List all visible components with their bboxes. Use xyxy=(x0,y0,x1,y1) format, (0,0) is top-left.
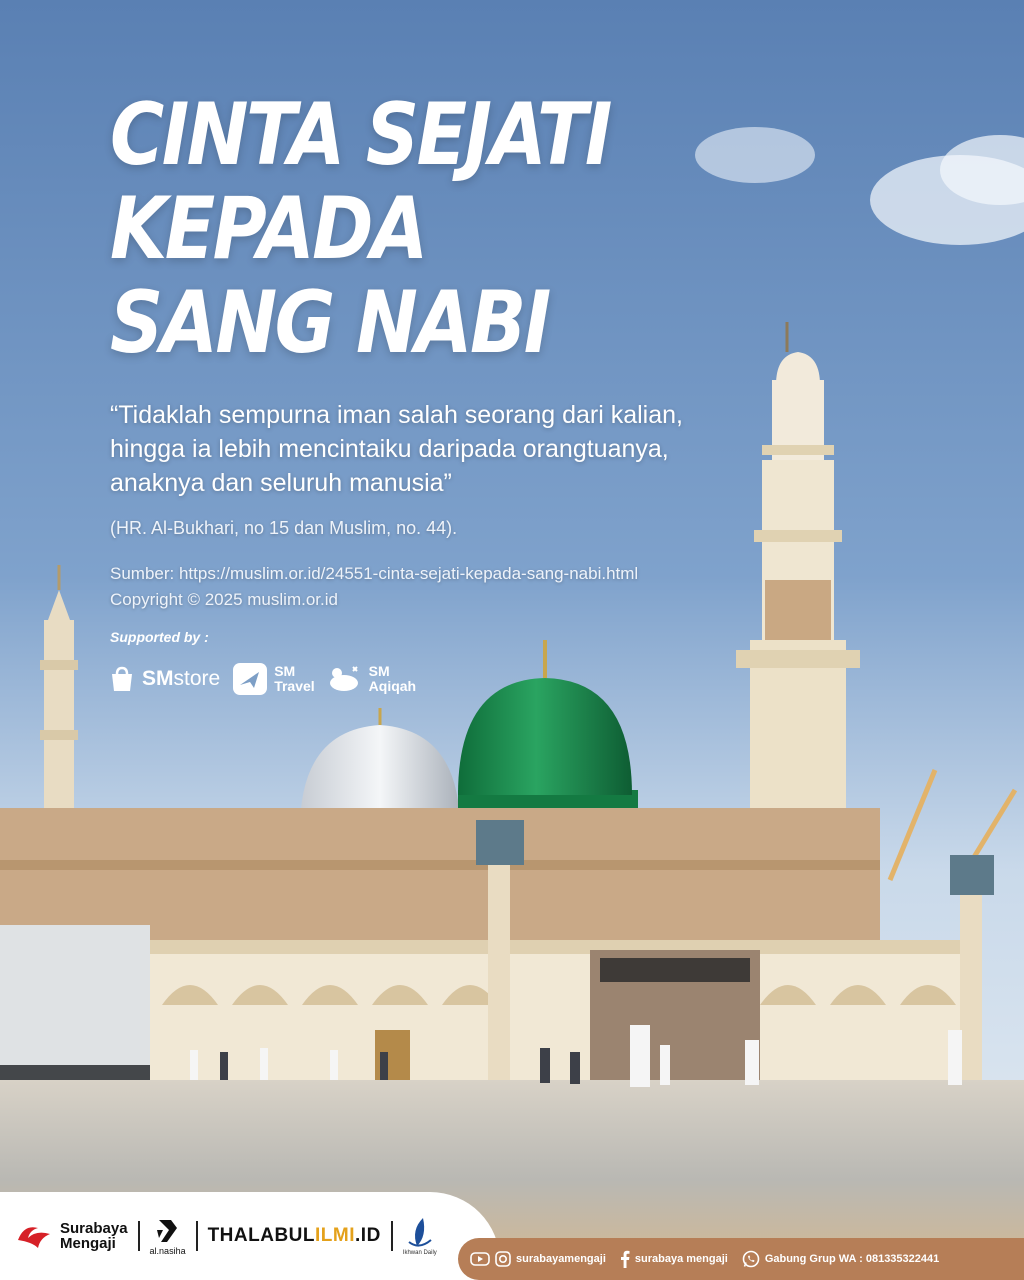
hadith-reference: (HR. Al-Bukhari, no 15 dan Muslim, no. 44). xyxy=(110,518,458,538)
quote-line-2: hingga ia lebih mencintaiku daripada orangtuanya, xyxy=(110,435,669,463)
ilmi-text: ILMI xyxy=(315,1225,356,1246)
footer-logo-bar xyxy=(0,1192,500,1280)
instagram-handle: surabayamengaji xyxy=(516,1253,606,1265)
youtube-icon xyxy=(470,1252,490,1266)
surabaya-mengaji-mark-icon xyxy=(16,1220,56,1252)
copyright-text: Copyright © 2025 muslim.or.id xyxy=(110,590,338,609)
smaqiqah-bottom: Aqiqah xyxy=(368,678,417,694)
whatsapp-link[interactable] xyxy=(742,1250,939,1268)
smaqiqah-top: SM xyxy=(368,663,390,679)
plane-icon xyxy=(232,662,268,696)
ikhwan-daily-text: Ikhwan Daily xyxy=(402,1250,437,1256)
smtravel-top: SM xyxy=(274,663,296,679)
surabaya-text: Surabaya xyxy=(60,1220,128,1237)
title-line-3: SANG NABI xyxy=(110,273,549,373)
footer-social-bar xyxy=(458,1238,1024,1280)
ikhwan-daily-mark-icon xyxy=(405,1216,435,1250)
facebook-icon xyxy=(620,1250,630,1268)
whatsapp-group-text: Gabung Grup WA : 081335322441 xyxy=(764,1253,940,1265)
id-text: .ID xyxy=(355,1225,381,1246)
facebook-link[interactable] xyxy=(620,1250,728,1268)
smstore-rest: store xyxy=(173,667,221,690)
sponsor-logos xyxy=(108,662,416,696)
smtravel-logo xyxy=(232,662,314,696)
thalabul-text: THALABUL xyxy=(207,1225,316,1246)
alnasiha-logo xyxy=(150,1216,186,1256)
smstore-logo xyxy=(108,665,220,693)
title-line-2: KEPADA xyxy=(110,179,426,279)
instagram-icon xyxy=(495,1251,511,1267)
alnasiha-mark-icon xyxy=(153,1216,183,1246)
hadith-quote xyxy=(110,398,750,500)
main-title xyxy=(110,85,643,373)
quote-line-3: anaknya dan seluruh manusia” xyxy=(110,469,452,497)
shopping-bag-icon xyxy=(108,665,136,693)
separator xyxy=(196,1221,198,1251)
ikhwan-daily-logo xyxy=(403,1216,437,1256)
mengaji-text: Mengaji xyxy=(60,1235,116,1252)
thalabulilmi-logo xyxy=(208,1225,381,1247)
quote-line-1: “Tidaklah sempurna iman salah seorang dari kalian, xyxy=(110,401,683,429)
goat-icon xyxy=(327,663,363,695)
title-line-1: CINTA SEJATI xyxy=(110,85,610,185)
smaqiqah-logo xyxy=(327,663,416,695)
facebook-handle: surabaya mengaji xyxy=(634,1253,728,1265)
source-block xyxy=(110,561,638,613)
smtravel-bottom: Travel xyxy=(274,678,315,694)
smstore-bold: SM xyxy=(142,667,174,690)
separator xyxy=(391,1221,393,1251)
alnasiha-text: al.nasiha xyxy=(149,1246,186,1256)
instagram-youtube-link[interactable] xyxy=(470,1251,606,1267)
separator xyxy=(138,1221,140,1251)
surabaya-mengaji-logo xyxy=(16,1220,128,1252)
whatsapp-icon xyxy=(742,1250,760,1268)
supported-by-label: Supported by : xyxy=(110,629,209,645)
source-url: Sumber: https://muslim.or.id/24551-cinta-sejati-kepada-sang-nabi.html xyxy=(110,564,639,583)
